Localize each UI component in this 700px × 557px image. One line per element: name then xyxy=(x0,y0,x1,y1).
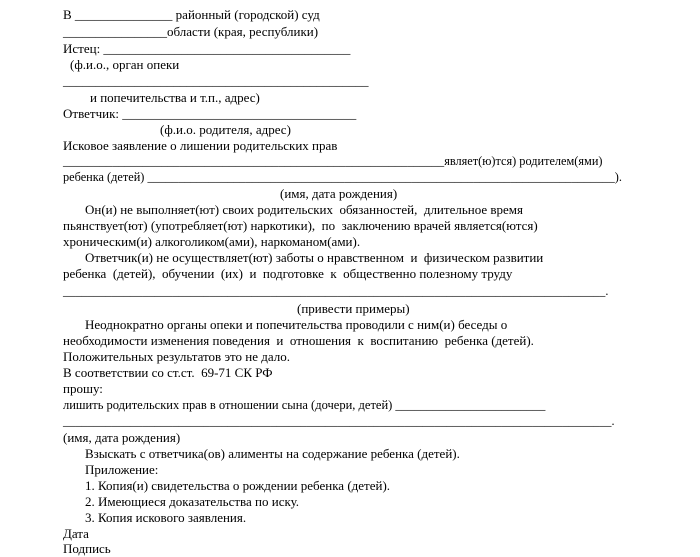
plaintiff-line: Истец: ______________________________________ xyxy=(63,41,351,56)
p7-line-b: __________________________________________________________________________________________. xyxy=(63,414,615,428)
signature-label: Подпись xyxy=(63,541,111,556)
p1-line-a: ______________________________________________________________являет(ю)тся) родителем(ями) xyxy=(63,154,603,168)
plaintiff-hint-2: и попечительства и т.п., адрес) xyxy=(90,90,260,105)
p2-line-c: хроническим(и) алкоголиком(ами), наркоманом(ами). xyxy=(63,234,361,249)
p1-line-b: ребенка (детей) ____________________________________________________________________________). xyxy=(63,170,622,184)
p5-line: В соответствии со ст.ст. 69-71 СК РФ xyxy=(63,365,273,380)
p7-hint: (имя, дата рождения) xyxy=(63,430,181,445)
appendix-item: 1. Копия(и) свидетельства о рождении ребенка (детей). xyxy=(85,478,391,493)
p4-line-a: Неоднократно органы опеки и попечительства проводили с ним(и) беседы о xyxy=(85,317,508,332)
p1-hint: (имя, дата рождения) xyxy=(280,186,398,201)
p7-line-a: лишить родительских прав в отношении сына (дочери, детей) ________________________ xyxy=(63,398,546,412)
court-line: В _______________ районный (городской) суд xyxy=(63,7,320,22)
p2-line-a: Он(и) не выполняет(ют) своих родительских обязанностей, длительное время xyxy=(85,202,524,217)
p3-line-b: ребенка (детей), обучении (их) и подготовке к общественно полезному труду xyxy=(63,266,513,281)
appendix-item: 3. Копия искового заявления. xyxy=(85,510,247,525)
plaintiff-hint: (ф.и.о., орган опеки xyxy=(70,57,180,72)
p8-line: Взыскать с ответчика(ов) алименты на содержание ребенка (детей). xyxy=(85,446,460,461)
p2-line-b: пьянствует(ют) (употребляет(ют) наркотики), по заключению врачей является(ются) xyxy=(63,218,538,233)
p3-line-a: Ответчик(и) не осуществляет(ют) заботы о нравственном и физическом развитии xyxy=(85,250,544,265)
p3-blank: _________________________________________________________________________________________. xyxy=(63,284,609,298)
plaintiff-blank: _______________________________________________ xyxy=(63,73,369,88)
p4-line-c: Положительных результатов это не дало. xyxy=(63,349,290,364)
region-line: ________________области (края, республики) xyxy=(63,24,319,39)
appendix-item: 2. Имеющиеся доказательства по иску. xyxy=(85,494,300,509)
document-title: Исковое заявление о лишении родительских прав xyxy=(63,138,338,153)
date-label: Дата xyxy=(63,526,89,541)
p4-line-b: необходимости изменения поведения и отношения к воспитанию ребенка (детей). xyxy=(63,333,534,348)
defendant-hint: (ф.и.о. родителя, адрес) xyxy=(160,122,291,137)
p6-line: прошу: xyxy=(63,381,103,396)
appendix-title: Приложение: xyxy=(85,462,159,477)
p3-hint: (привести примеры) xyxy=(297,301,410,316)
defendant-line: Ответчик: ____________________________________ xyxy=(63,106,357,121)
